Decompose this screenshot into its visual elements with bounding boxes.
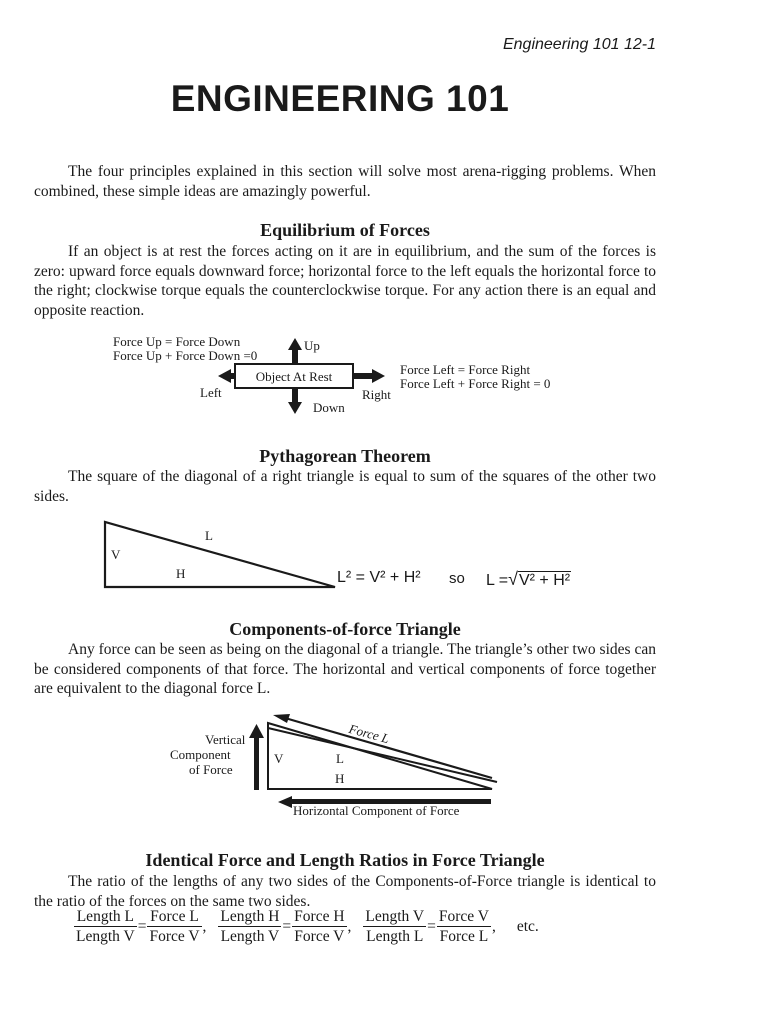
vertical-label-1: Vertical	[205, 732, 246, 747]
pythagorean-diagram	[0, 515, 768, 595]
eq-force-left-plus-right: Force Left + Force Right = 0	[400, 376, 551, 391]
pythagorean-paragraph: The square of the diagonal of a right triangle is equal to sum of the squares of the other two sides.	[34, 468, 656, 505]
force-triangle-label-h: H	[335, 771, 345, 786]
up-label: Up	[304, 338, 320, 353]
components-paragraph: Any force can be seen as being on the diagonal of a triangle. The triangle’s other two sides can be considered components of that force. The horizontal and vertical components of force together are equivalent to the diagonal force L.	[34, 641, 656, 697]
right-label: Right	[362, 387, 391, 402]
force-triangle-label-l: L	[336, 751, 344, 766]
ratio-equations: $\frac{\text{Length L}}{\text{Length V}}$ = $\frac{\text{Force L}}{\text{Force V}}$ , $\frac{\text{Length H}}{\text{Length V}}$ = $\frac{\text{Force H}}{\text{Force V}}$ , $\frac{\text{Length V}}{\text{Length L}}$ = $\frac{\text{Force V}}{\text{Force L}}$ , etc.	[76, 908, 539, 945]
horizontal-component-label: Horizontal Component of Force	[293, 803, 460, 818]
eq-force-up-down: Force Up = Force Down	[113, 334, 241, 349]
components-diagram	[0, 710, 768, 825]
etc-label: etc.	[516, 917, 539, 935]
triangle-label-h: H	[176, 566, 186, 581]
down-label: Down	[313, 400, 345, 415]
left-label: Left	[200, 385, 222, 400]
ratio-2-length: $\frac{\text{Length H}}{\text{Length V}}$	[220, 908, 280, 945]
components-heading: Components-of-force Triangle	[229, 619, 461, 639]
force-l-label: Force L	[347, 721, 391, 747]
ratio-3-force: $\frac{\text{Force V}}{\text{Force L}}$	[438, 908, 489, 945]
object-at-rest-box: Object At Rest	[255, 369, 333, 384]
equilibrium-heading: Equilibrium of Forces	[260, 220, 430, 240]
eq-force-left-right: Force Left = Force Right	[400, 362, 531, 377]
equilibrium-arrows	[0, 330, 768, 420]
triangle-label-v: V	[111, 547, 121, 562]
ratios-heading: Identical Force and Length Ratios in Force Triangle	[145, 850, 545, 870]
ratio-3-length: $\frac{\text{Length V}}{\text{Length L}}$	[365, 908, 425, 945]
equilibrium-diagram	[0, 330, 768, 420]
solved-formula-radicand: V² + H²	[518, 572, 571, 589]
ratios-paragraph: The ratio of the lengths of any two sides of the Components-of-Force triangle is identical to the ratio of the forces on the same two sides.	[34, 873, 656, 910]
ratio-1-length: $\frac{\text{Length L}}{\text{Length V}}$	[76, 908, 135, 945]
vertical-label-3: of Force	[189, 762, 233, 777]
pythagorean-heading: Pythagorean Theorem	[259, 446, 431, 466]
pythagorean-formula: L² = V² + H²	[337, 569, 421, 586]
triangle-label-l: L	[205, 528, 213, 543]
solved-formula-prefix: L =	[486, 572, 509, 589]
ratio-1-force: $\frac{\text{Force L}}{\text{Force V}}$	[149, 908, 200, 945]
equilibrium-paragraph: If an object is at rest the forces acting on it are in equilibrium, and the sum of the forces is zero: upward force equals downward force; horizontal force to the left equals the horizontal force to the right; clockwise torque equals the counterclockwise torque. For any action there is an equal and opposite reaction.	[34, 243, 656, 319]
vertical-label-2: Component	[170, 747, 231, 762]
eq-force-up-plus-down: Force Up + Force Down =0	[113, 348, 258, 363]
pythagorean-solved-formula: L =√V² + H²	[486, 569, 571, 589]
so-label: so	[449, 570, 465, 587]
ratio-2-force: $\frac{\text{Force H}}{\text{Force V}}$	[294, 908, 345, 945]
page-title: ENGINEERING 101	[170, 78, 510, 119]
page-header: Engineering 101 12-1	[502, 36, 656, 53]
force-triangle-label-v: V	[274, 751, 284, 766]
intro-paragraph: The four principles explained in this section will solve most arena-rigging problems. When combined, these simple ideas are amazingly powerful.	[34, 163, 656, 200]
